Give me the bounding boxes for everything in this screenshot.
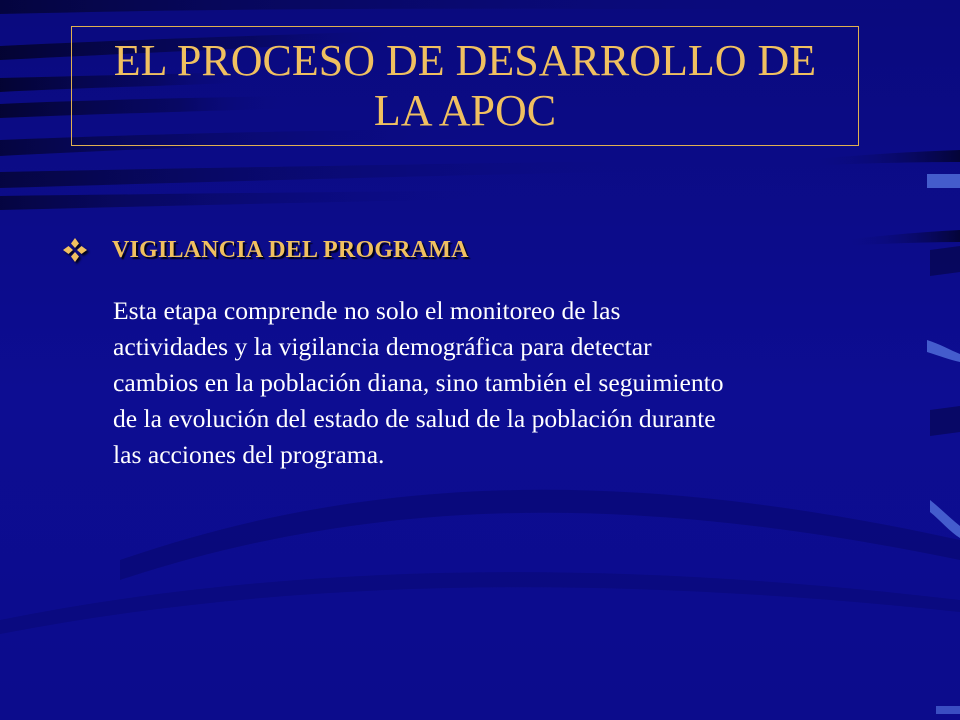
body-line: actividades y la vigilancia demográfica para detectar bbox=[113, 332, 652, 361]
diamond-bullet-icon bbox=[62, 237, 88, 263]
title-box bbox=[71, 26, 859, 146]
body-line: Esta etapa comprende no solo el monitoreo de las bbox=[113, 296, 621, 325]
slide-title: EL PROCESO DE DESARROLLO DE LA APOC bbox=[113, 36, 817, 135]
section-heading: VIGILANCIA DEL PROGRAMA bbox=[112, 236, 469, 263]
body-paragraph bbox=[113, 293, 953, 473]
bullet-row bbox=[62, 232, 469, 268]
body-line: de la evolución del estado de salud de la población durante bbox=[113, 404, 716, 433]
body-line: las acciones del programa. bbox=[113, 440, 385, 469]
body-line: cambios en la población diana, sino también el seguimiento bbox=[113, 368, 724, 397]
